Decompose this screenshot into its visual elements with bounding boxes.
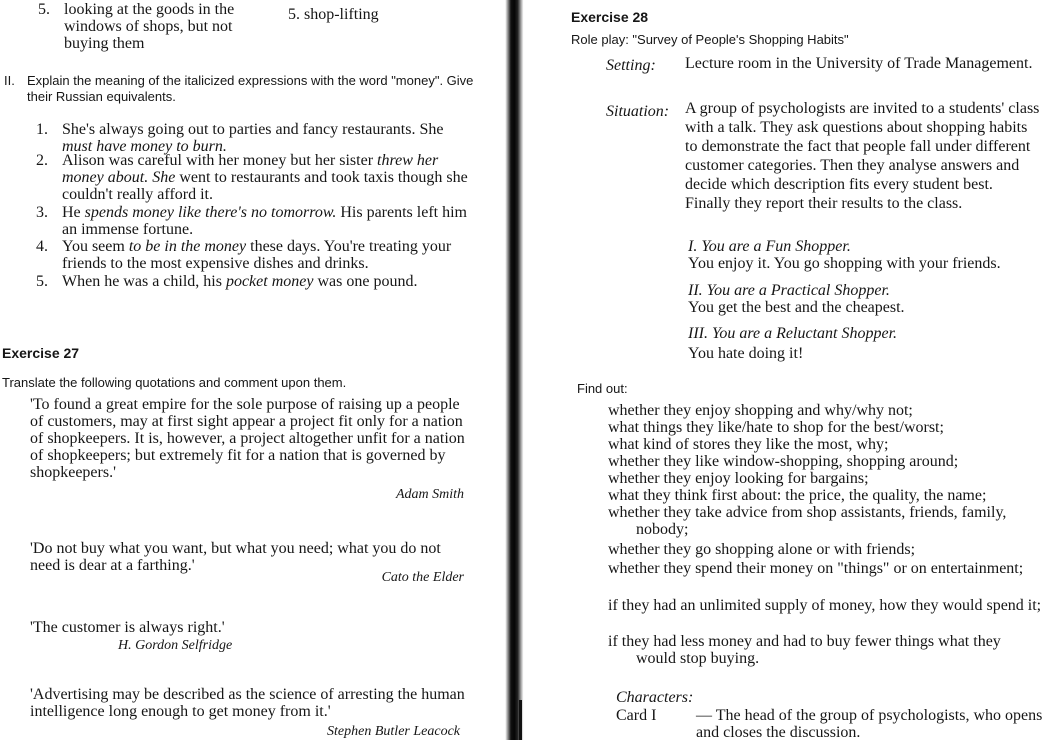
list-item: whether they like window-shopping, shopping around;	[608, 453, 959, 470]
quote-author: Stephen Butler Leacock	[327, 724, 460, 739]
shopper-type-title: II. You are a Practical Shopper.	[688, 282, 890, 299]
quote-author: Cato the Elder	[381, 570, 464, 585]
list-item: what they think first about: the price, the quality, the name;	[608, 487, 987, 504]
list-item: whether they take advice from shop assistants, friends, family, nobody;	[608, 504, 1007, 538]
list-item: whether they go shopping alone or with friends;	[608, 541, 916, 558]
list-item: if they had less money and had to buy fewer things what they would stop buying.	[608, 633, 1001, 667]
right-page	[522, 0, 1045, 740]
exercise-27-instruction: Translate the following quotations and comment upon them.	[2, 375, 347, 390]
list-item: whether they enjoy looking for bargains;	[608, 470, 869, 487]
item-text: She's always going out to parties and fancy restaurants. She must have money to burn.	[62, 121, 444, 155]
shopper-type-desc: You enjoy it. You go shopping with your friends.	[688, 255, 1001, 272]
list-item: whether they enjoy shopping and why/why not;	[608, 402, 913, 419]
exercise-27-title: Exercise 27	[2, 345, 80, 361]
quote-text: 'The customer is always right.'	[30, 619, 225, 636]
item-number: 5.	[36, 273, 48, 290]
list-item: what kind of stores they like the most, why;	[608, 436, 889, 453]
card-label: Card I	[616, 707, 657, 724]
quote-text: 'Advertising may be described as the science of arresting the human intelligence long enough to get money from it.'	[30, 686, 465, 720]
setting-text: Lecture room in the University of Trade Management.	[685, 55, 1033, 72]
item-text: When he was a child, his pocket money was one pound.	[62, 273, 418, 290]
exercise-28-title: Exercise 28	[571, 9, 649, 25]
shopper-type-title: III. You are a Reluctant Shopper.	[688, 325, 898, 342]
find-out-label: Find out:	[577, 381, 628, 396]
characters-label: Characters:	[616, 689, 694, 706]
top-item-answer: 5. shop-lifting	[288, 6, 379, 23]
item-text: Alison was careful with her money but her sister threw her money about. She went to restaurants and took taxis though she couldn't really afford it.	[62, 152, 468, 203]
card-text: — The head of the group of psychologists, who opens and closes the discussion.	[696, 707, 1043, 741]
shopper-type-desc: You get the best and the cheapest.	[688, 299, 905, 316]
quote-text: 'Do not buy what you want, but what you need; what you do not need is dear at a farthing.'	[30, 540, 441, 574]
left-page	[0, 0, 502, 740]
exercise-28-subtitle: Role play: "Survey of People's Shopping Habits"	[571, 32, 849, 47]
situation-text: A group of psychologists are invited to a students' class with a talk. They ask questions about shopping habits to demonstrate the fact that people fall under different customer categories. Then they analyse answers and decide which description fits every student best. Finally they report their results to the class.	[685, 100, 1040, 212]
item-number: 3.	[36, 204, 48, 221]
list-item	[0, 273, 502, 290]
list-item: what things they like/hate to shop for the best/worst;	[608, 419, 944, 436]
item-number: 1.	[36, 121, 48, 138]
list-item: if they had an unlimited supply of money, how they would spend it;	[608, 597, 1042, 614]
quote-text: 'To found a great empire for the sole purpose of raising up a people of customers, may at first sight appear a project fit only for a nation of shopkeepers. It is, however, a project altogether unfit for a nation of shopkeepers; but extremely fit for a nation that is governed by shopkeepers.'	[30, 396, 465, 481]
section-number: II.	[4, 73, 15, 88]
section-instruction: Explain the meaning of the italicized expressions with the word "money". Give their Russian equivalents.	[27, 73, 474, 104]
list-item: whether they spend their money on "things" or on entertainment;	[608, 560, 1024, 577]
quote-author: H. Gordon Selfridge	[118, 638, 233, 653]
list-item	[0, 152, 502, 203]
quote-author: Adam Smith	[395, 487, 464, 502]
setting-label: Setting:	[606, 57, 656, 74]
item-number: 4.	[36, 238, 48, 255]
shopper-type-title: I. You are a Fun Shopper.	[688, 238, 851, 255]
top-item-text: looking at the goods in the windows of shops, but not buying them	[64, 1, 235, 52]
list-item	[0, 204, 502, 238]
top-item-number: 5.	[38, 1, 50, 18]
list-item	[0, 238, 502, 272]
item-number: 2.	[36, 152, 48, 169]
item-text: He spends money like there's no tomorrow. His parents left him an immense fortune.	[62, 204, 467, 238]
situation-label: Situation:	[606, 103, 670, 120]
list-item	[0, 121, 502, 155]
shopper-type-desc: You hate doing it!	[688, 345, 804, 362]
item-text: You seem to be in the money these days. You're treating your friends to the most expensive dishes and drinks.	[62, 238, 452, 272]
